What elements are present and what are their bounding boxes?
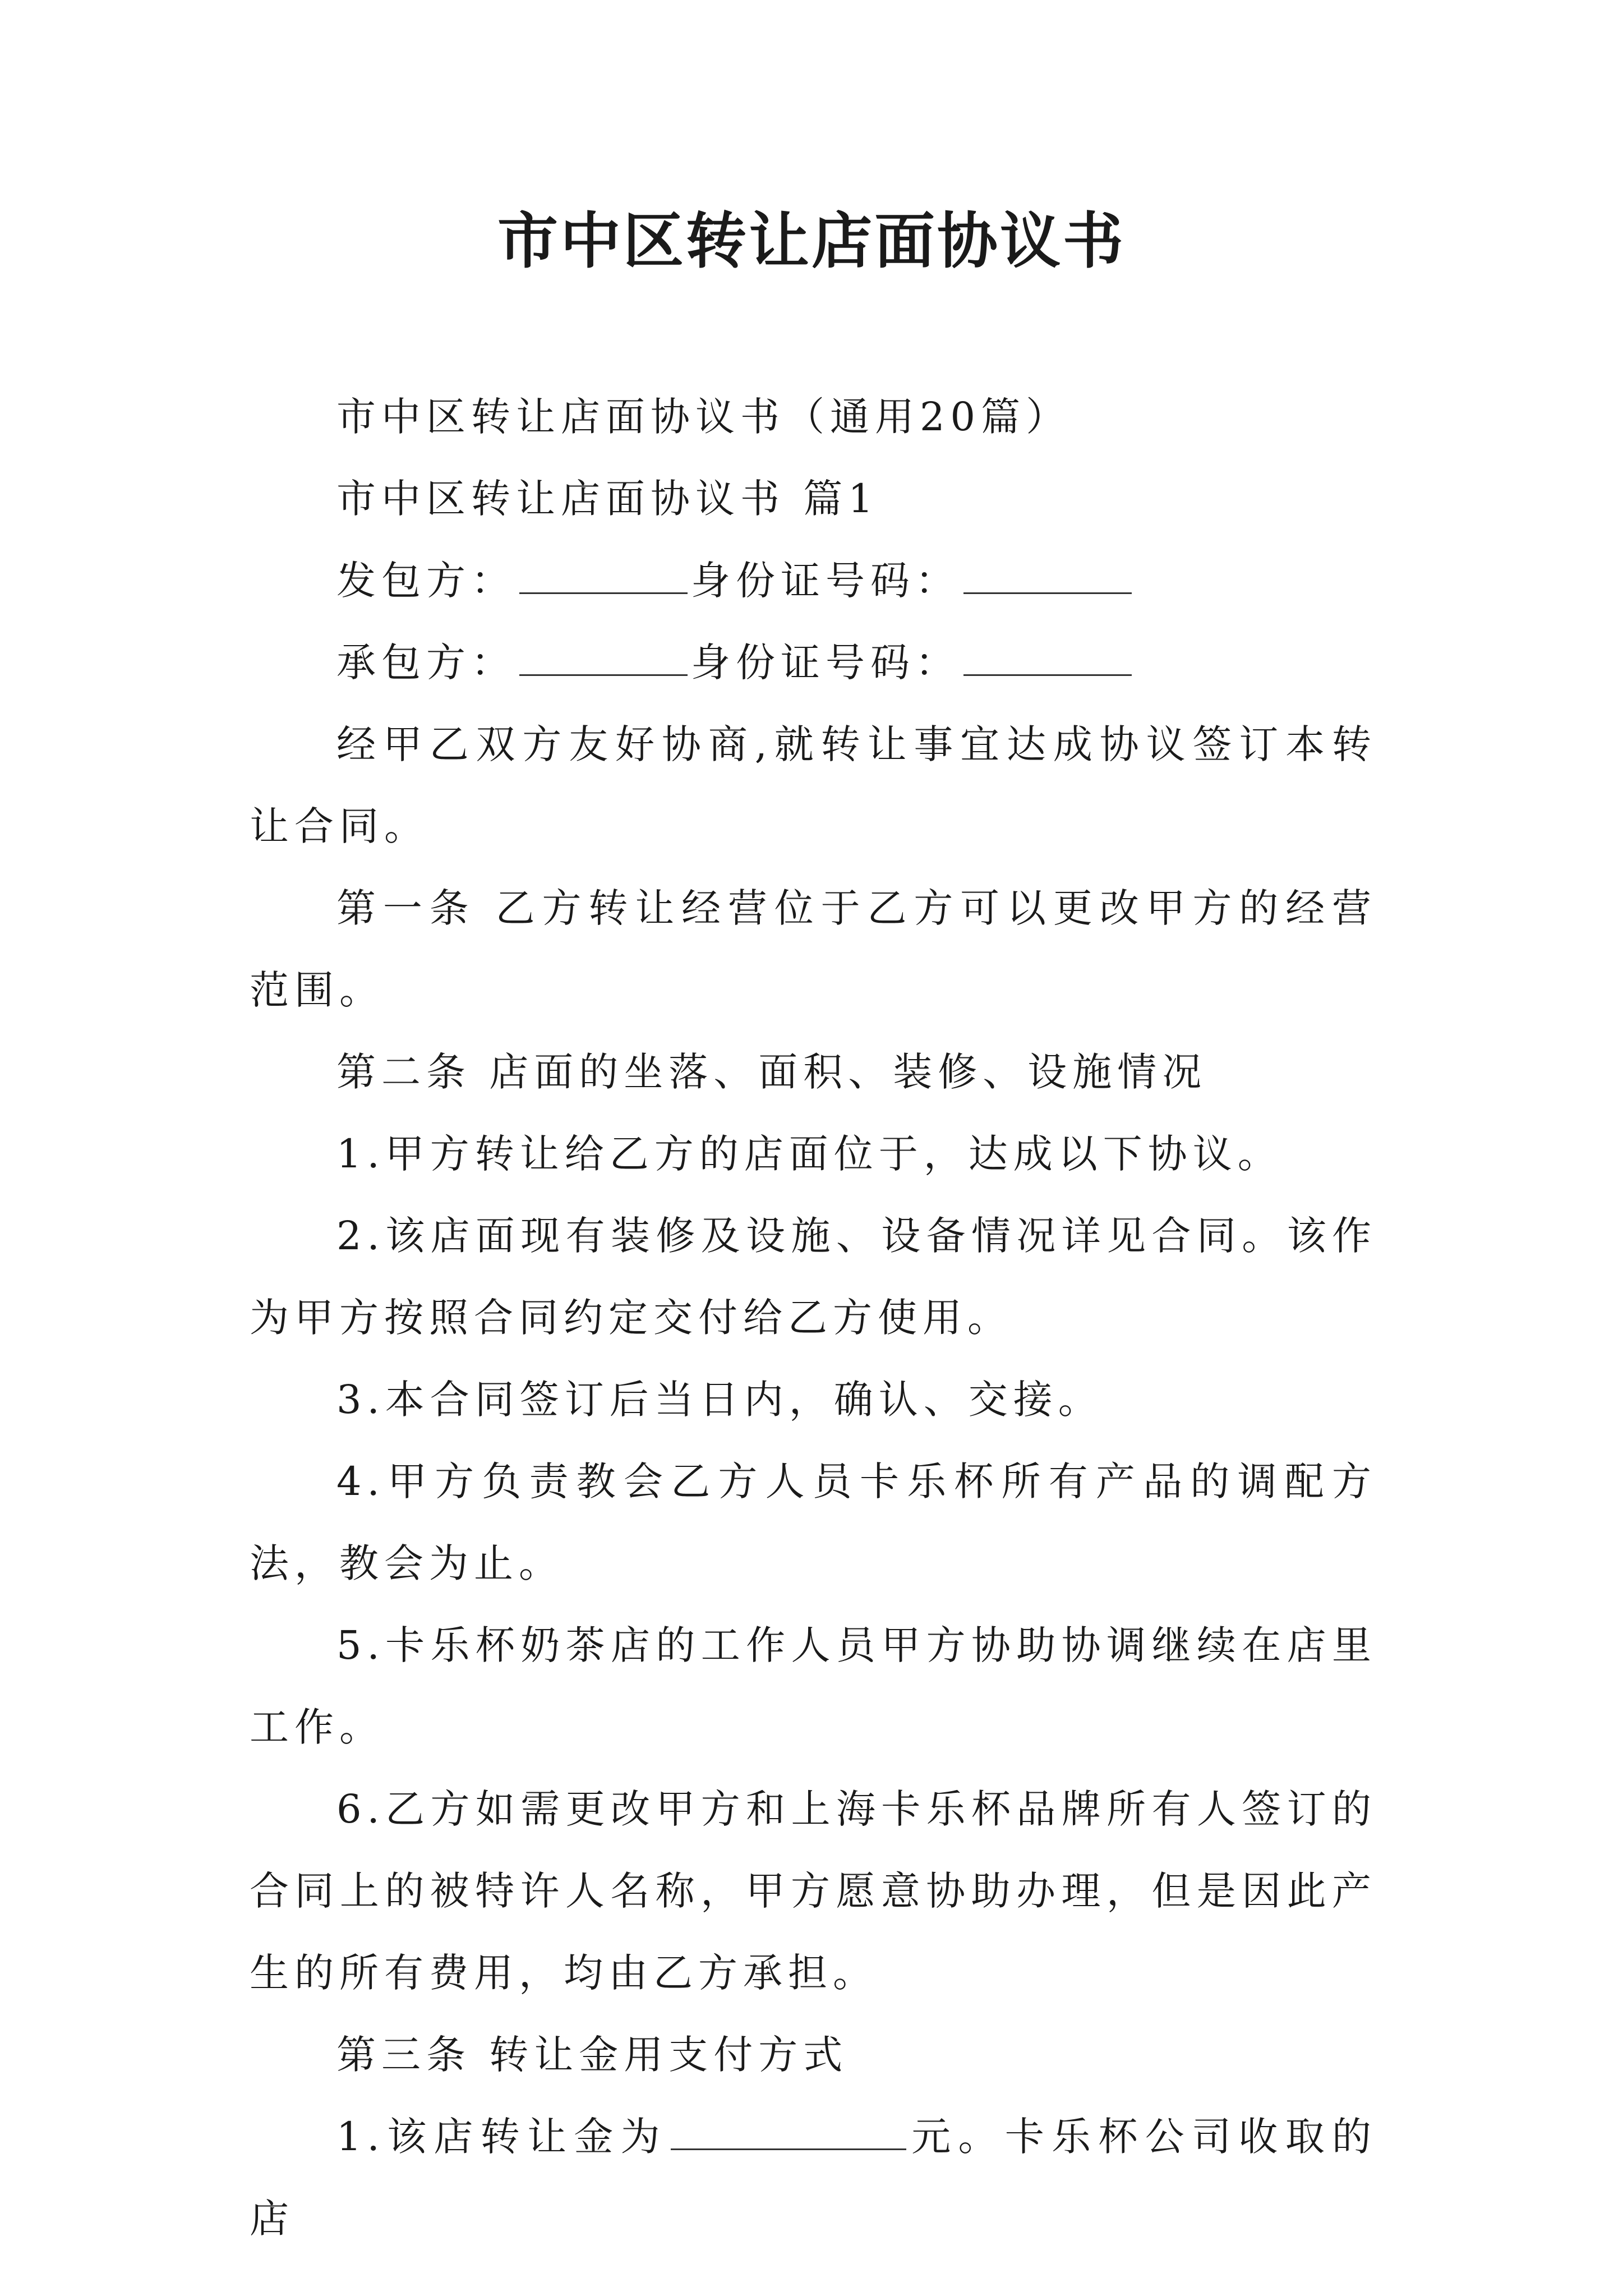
article-1: 第一条 乙方转让经营位于乙方可以更改甲方的经营范围。 xyxy=(250,885,1377,1013)
article-2-item-1: 1.甲方转让给乙方的店面位于，达成以下协议。 xyxy=(336,1131,1283,1177)
party-b-id-label: 身份证号码： xyxy=(691,639,960,685)
party-b-line xyxy=(250,622,1377,703)
article-2-heading: 第二条 店面的坐落、面积、装修、设施情况 xyxy=(336,1049,1207,1095)
article-2-item-4: 4.甲方负责教会乙方人员卡乐杯所有产品的调配方法，教会为止。 xyxy=(250,1458,1377,1586)
article-3-item-1 xyxy=(250,2096,1377,2260)
party-a-id-blank xyxy=(963,559,1132,594)
document-title: 市中区转让店面协议书 xyxy=(497,206,1126,277)
payment-amount-blank xyxy=(671,2115,906,2150)
article-2-item-5: 5.卡乐杯奶茶店的工作人员甲方协助协调继续在店里工作。 xyxy=(250,1622,1377,1750)
article-2-item-6: 6.乙方如需更改甲方和上海卡乐杯品牌所有人签订的合同上的被特许人名称，甲方愿意协助办理，但是因此产生的所有费用，均由乙方承担。 xyxy=(250,1786,1377,1996)
article-3-heading: 第三条 转让金用支付方式 xyxy=(336,2032,849,2078)
document-body xyxy=(250,376,1377,2260)
chapter-heading: 市中区转让店面协议书 篇1 xyxy=(336,476,879,522)
payment-label: 1.该店转让金为 xyxy=(336,2114,667,2160)
party-a-name-blank xyxy=(519,559,688,594)
payment-continued: 元。卡乐杯公司收取的店 xyxy=(250,2114,1377,2242)
party-a-label: 发包方： xyxy=(336,558,516,604)
party-b-id-blank xyxy=(963,641,1132,676)
party-a-line xyxy=(250,540,1377,622)
article-2-item-2: 2.该店面现有装修及设施、设备情况详见合同。该作为甲方按照合同约定交付给乙方使用。 xyxy=(250,1213,1377,1341)
subtitle: 市中区转让店面协议书（通用20篇） xyxy=(336,394,1071,440)
party-a-id-label: 身份证号码： xyxy=(691,558,960,604)
intro-paragraph: 经甲乙双方友好协商,就转让事宜达成协议签订本转让合同。 xyxy=(250,721,1377,849)
party-b-name-blank xyxy=(519,641,688,676)
party-b-label: 承包方： xyxy=(336,639,516,685)
article-2-item-3: 3.本合同签订后当日内，确认、交接。 xyxy=(336,1377,1103,1423)
